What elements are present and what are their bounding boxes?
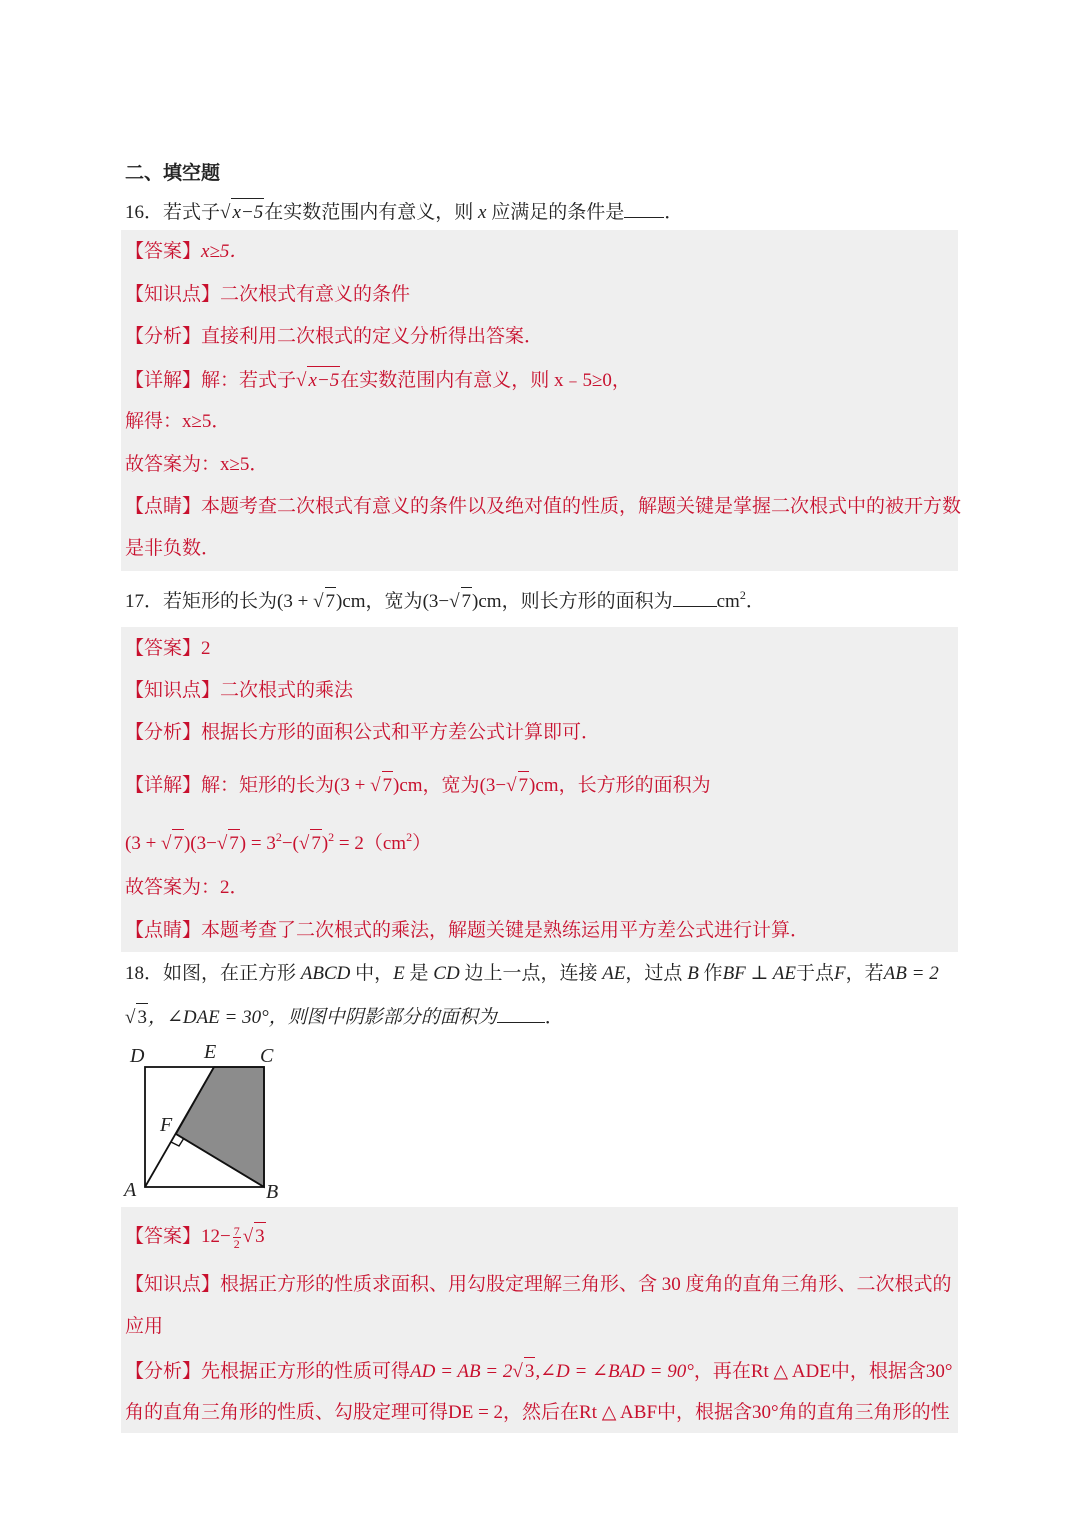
conclusion-17: 故答案为：2． [125,877,249,898]
answer-blank [673,588,717,607]
knowledge-point-16: 【知识点】二次根式有意义的条件 [125,284,411,305]
question-number: 17． [125,591,164,612]
knowledge-point-18-line1: 【知识点】根据正方形的性质求面积、用勾股定理解三角形、含 30 度角的直角三角形、二次根式的 [125,1274,952,1295]
label-d: D [130,1045,145,1067]
question-16: 16．若式子√ x−5在实数范围内有意义，则 x 应满足的条件是 ． [125,198,683,227]
question-17: 17．若矩形的长为(3 + √ 7)cm，宽为(3−√ 7)cm，则长方形的面积为 $cm^2$． [125,587,765,616]
analysis-16: 【分析】直接利用二次根式的定义分析得出答案． [125,326,544,347]
detail-17: 【详解】解：矩形的长为(3 + √ 7)cm，宽为(3−√ 7)cm，长方形的面积为 [125,771,711,800]
knowledge-point-18-line2: 应用 [125,1316,164,1337]
answer-17: 【答案】2 [125,638,211,659]
analysis-18-line2: 角的直角三角形的性质、勾股定理可得DE = 2，然后在Rt △ ABF中，根据含30°角的直角三角形的性 [125,1402,950,1423]
equation-17: (3 + √ 7)(3−√ $7) = 3^2-(√$ $7)^2 = 2(cm^2)$ [125,829,431,858]
label-b: B [266,1181,279,1203]
question-number: 18． [125,963,164,984]
answer-16: 【答案】x≥5． [125,241,249,262]
conclusion-16: 故答案为：x≥5． [125,454,269,475]
label-a: A [124,1179,137,1201]
sqrt-expression: √ x−5 [220,198,264,227]
solve-16: 解得：x≥5． [125,411,231,432]
analysis-18-line1: 【分析】先根据正方形的性质可得AD = AB = 2√ 3,∠D = ∠BAD = 90°，再在Rt △ ADE中，根据含30° [125,1357,952,1386]
label-f: F [160,1114,173,1136]
analysis-17: 【分析】根据长方形的面积公式和平方差公式计算即可． [125,722,601,743]
answer-blank [497,1004,545,1023]
answer-blank [624,199,664,218]
question-number: 16． [125,202,164,223]
comment-17: 【点睛】本题考查了二次根式的乘法，解题关键是熟练运用平方差公式进行计算． [125,920,810,941]
square-figure [118,1038,293,1203]
shaded-region [176,1067,264,1187]
answer-18: 【答案】12− $\frac{7}{2}$ √ 3 [125,1222,266,1251]
comment-16-line1: 【点睛】本题考查二次根式有意义的条件以及绝对值的性质，解题关键是掌握二次根式中的被开方数 [125,496,962,517]
detail-16: 【详解】解：若式子√ x−5在实数范围内有意义，则 x﹣5≥0， [125,366,631,395]
question-18-line1: 18．如图，在正方形 ABCD 中，E 是 CD 边上一点，连接 AE，过点 B 作BF ⊥ AE于点F，若AB = 2 [125,963,939,984]
question-18-line2: √ 3，∠DAE = 30°，则图中阴影部分的面积为 ． [125,1003,564,1032]
comment-16-line2: 是非负数． [125,538,221,559]
knowledge-point-17: 【知识点】二次根式的乘法 [125,680,354,701]
label-e: E [204,1041,217,1063]
section-title: 二、填空题 [125,163,221,184]
label-c: C [260,1045,274,1067]
